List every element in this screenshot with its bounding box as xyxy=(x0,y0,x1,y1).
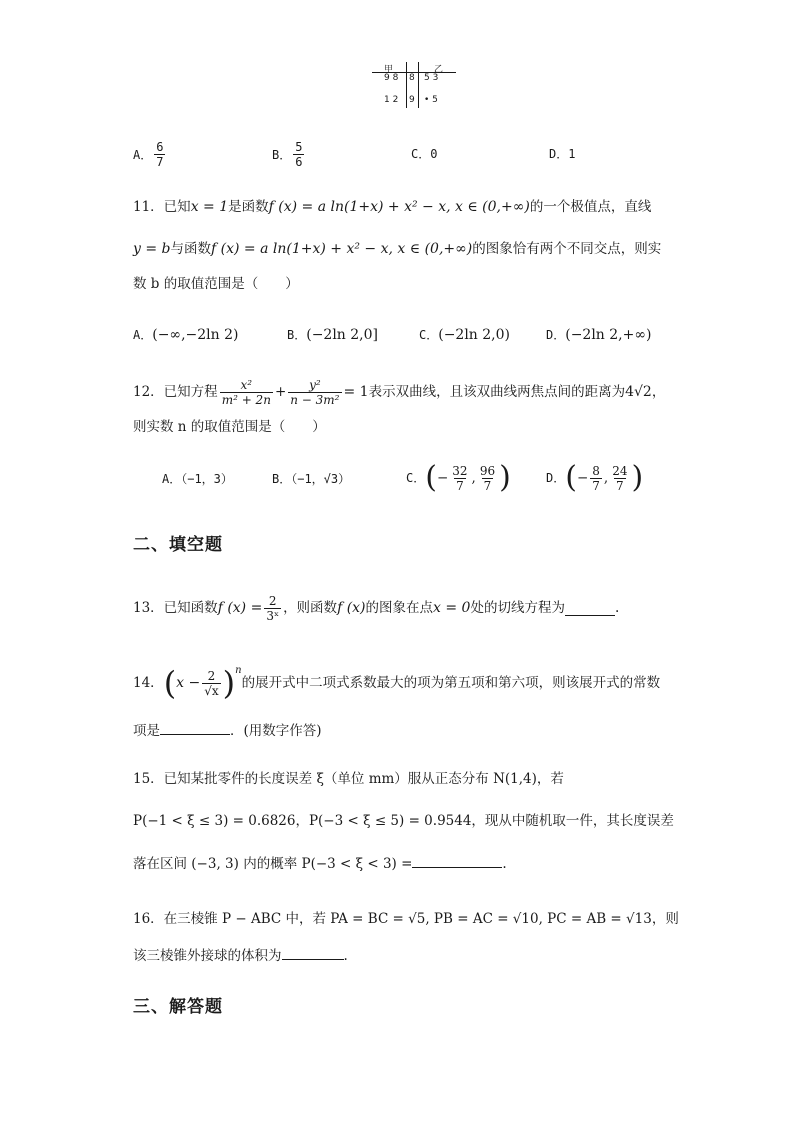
stem-leaf-row1-right: 5 3 xyxy=(424,73,439,83)
q11-math-x1: x = 1 xyxy=(190,199,229,215)
q13-text-then: ，则函数 xyxy=(283,600,338,616)
q15-line1: 15．已知某批零件的长度误差 ξ（单位 mm）服从正态分布 N(1,4)，若 xyxy=(133,771,564,787)
q10-option-a xyxy=(133,140,167,169)
q11-math-yb: y = b xyxy=(133,241,171,257)
q12-option-c-frac2 xyxy=(478,464,497,493)
q11-number: 11．已知 xyxy=(133,199,191,215)
q14-fraction xyxy=(202,669,220,698)
q12-option-d-label: D． xyxy=(546,471,566,485)
q13-line xyxy=(133,588,619,628)
q12-equals-one: = 1 xyxy=(343,384,369,400)
q11-option-c-label: C． xyxy=(419,328,439,342)
q12-line2: 则实数 n 的取值范围是（ ） xyxy=(133,419,326,435)
q14-text: 的展开式中二项式系数最大的项为第五项和第六项，则该展开式的常数 xyxy=(241,675,661,691)
q13-den: 3ˣ xyxy=(266,608,280,623)
q12-frac2-den: n − 3m² xyxy=(290,392,340,407)
q13-fx: f (x) = xyxy=(217,600,263,616)
q13-fx2: f (x) xyxy=(337,600,366,616)
q13-fraction xyxy=(264,594,281,623)
q10-option-a-num: 6 xyxy=(156,140,164,154)
stem-leaf-row1-left: 9 8 xyxy=(384,73,399,83)
q12-option-d-lparen: ( xyxy=(565,460,577,495)
q13-number: 13．已知函数 xyxy=(133,600,218,616)
q10-option-a-den: 7 xyxy=(156,155,164,169)
q12-option-c-frac1 xyxy=(450,464,469,493)
q14-line2-suffix: ．(用数字作答) xyxy=(230,723,322,739)
q11-option-a-label: A． xyxy=(133,328,153,342)
q12-option-d: D． ( − $\frac{8}{7}$ , $\frac{24}{7}$ ) xyxy=(546,460,644,495)
q12-option-d-frac2 xyxy=(610,464,629,493)
q12-text-hyperbola: 表示双曲线，且该双曲线两焦点间的距离为 xyxy=(368,384,626,400)
q11-option-b-label: B． xyxy=(287,328,307,342)
q11-option-d-label: D． xyxy=(546,328,566,342)
q10-option-b-label: B． xyxy=(272,147,292,162)
q16-line2-prefix: 该三棱锥外接球的体积为 xyxy=(133,948,282,964)
q12-fraction-y xyxy=(288,378,341,407)
q10-option-b-den: 6 xyxy=(295,155,303,169)
q11-line1 xyxy=(133,198,651,216)
q12-frac1-num: x² xyxy=(240,377,253,392)
q15-line3-end: . xyxy=(502,856,507,872)
q15-line2: P(−1 < ξ ≤ 3) = 0.6826，P(−3 < ξ ≤ 5) = 0.9544，现从中随机取一件，其长度误差 xyxy=(133,813,674,829)
q12-option-d-num1: 8 xyxy=(592,463,600,478)
section-fill-in-heading: 二、填空题 xyxy=(133,535,223,555)
q14-number: 14． xyxy=(133,675,164,691)
q14-answer-blank[interactable] xyxy=(160,720,230,735)
q13-text-tangent: 处的切线方程为 xyxy=(470,600,565,616)
q12-option-c-rparen: ) xyxy=(499,460,511,495)
q12-option-c-num1: 32 xyxy=(452,463,468,478)
q12-option-b: B．（−1，√3） xyxy=(272,472,351,486)
q12-fraction-x xyxy=(220,378,273,407)
q11-text-function: 是函数 xyxy=(228,199,269,215)
q13-text-graph: 的图象在点 xyxy=(365,600,434,616)
q15-line3 xyxy=(133,853,507,873)
q11-text-extreme: 的一个极值点，直线 xyxy=(529,199,652,215)
q12-frac2-num: y² xyxy=(309,377,321,392)
q10-option-b xyxy=(272,140,306,169)
q12-number: 12．已知方程 xyxy=(133,384,218,400)
q12-line1 xyxy=(133,370,665,414)
q12-frac1-den: m² + 2n xyxy=(221,392,271,407)
stem-leaf-row2-right: • 5 xyxy=(424,95,438,105)
q14-expr-x: x − xyxy=(176,675,201,691)
stem-leaf-row2-left: 1 2 xyxy=(384,95,399,105)
q12-option-d-num2: 24 xyxy=(612,463,628,478)
q12-option-d-rparen: ) xyxy=(631,460,644,495)
q14-power: n xyxy=(235,665,242,676)
q11-option-c-value: (−2ln 2,0) xyxy=(438,327,511,343)
q10-option-d: D．1 xyxy=(549,147,576,161)
q16-line2-end: . xyxy=(343,948,348,964)
q12-comma: ， xyxy=(651,384,666,400)
q11-option-a xyxy=(133,326,239,344)
q12-option-d-den2: 7 xyxy=(616,478,624,493)
q12-option-d-frac1 xyxy=(590,464,602,493)
q10-option-b-fraction xyxy=(293,140,304,169)
q12-plus: + xyxy=(274,384,287,400)
q12-option-c-num2: 96 xyxy=(479,463,496,478)
q11-option-b xyxy=(287,326,378,344)
q11-option-d-value: (−2ln 2,+∞) xyxy=(565,327,652,343)
q12-option-c-label: C． xyxy=(406,471,426,485)
q10-option-a-fraction xyxy=(154,140,165,169)
q15-line3-prefix: 落在区间 (−3, 3) 内的概率 P(−3 < ξ < 3) = xyxy=(133,856,413,872)
q14-den: √x xyxy=(204,683,219,698)
stem-leaf-diagram xyxy=(372,62,456,108)
q14-line2 xyxy=(133,720,322,740)
q12-option-c-den1: 7 xyxy=(456,478,464,493)
q11-option-b-value: (−2ln 2,0] xyxy=(306,327,379,343)
stem-leaf-row1-stem: 8 xyxy=(409,73,415,83)
q11-line2 xyxy=(133,240,661,258)
q12-option-c-den2: 7 xyxy=(483,478,492,493)
stem-leaf-header-left: 甲 xyxy=(384,65,394,75)
q12-option-c: C． ( − $\frac{32}{7}$ , $\frac{96}{7}$ ) xyxy=(406,460,511,495)
stem-leaf-vline-left xyxy=(406,62,407,108)
q11-option-c xyxy=(419,326,510,344)
q14-rparen: ) xyxy=(222,664,236,702)
stem-leaf-header-right: 乙 xyxy=(434,65,444,75)
q10-option-c: C．0 xyxy=(411,147,438,161)
q14-line1 xyxy=(133,660,660,706)
q11-option-d xyxy=(546,326,652,344)
q16-line2 xyxy=(133,945,348,965)
q11-function-expr: f (x) = a ln(1+x) + x² − x, x ∈ (0,+∞) xyxy=(268,199,530,215)
q16-answer-blank[interactable] xyxy=(282,945,344,960)
stem-leaf-vline-right xyxy=(418,62,419,108)
q11-text-with: 与函数 xyxy=(170,241,212,257)
q12-distance: 4√2 xyxy=(625,384,652,400)
q15-answer-blank[interactable] xyxy=(412,853,502,868)
q16-line1: 16．在三棱锥 P − ABC 中，若 PA = BC = √5, PB = AC = √10, PC = AB = √13，则 xyxy=(133,911,679,927)
q14-lparen: ( xyxy=(163,664,177,702)
q12-option-a: A．（−1，3） xyxy=(162,472,233,486)
stem-leaf-row2-stem: 9 xyxy=(409,95,415,105)
q14-line2-prefix: 项是 xyxy=(133,723,160,739)
q13-num: 2 xyxy=(268,593,277,608)
q14-num: 2 xyxy=(207,668,216,683)
q10-option-b-num: 5 xyxy=(295,140,303,154)
q13-answer-blank[interactable] xyxy=(565,601,615,616)
q10-option-a-label: A． xyxy=(133,147,153,162)
q12-option-d-den1: 7 xyxy=(592,478,600,493)
q11-option-a-value: (−∞,−2ln 2) xyxy=(152,327,239,343)
q11-function-expr-2: f (x) = a ln(1+x) + x² − x, x ∈ (0,+∞) xyxy=(211,241,473,257)
q11-text-intersect: 的图象恰有两个不同交点，则实 xyxy=(472,241,662,257)
q13-end: . xyxy=(614,600,620,616)
q13-x0: x = 0 xyxy=(433,600,471,616)
q11-line3: 数 b 的取值范围是（ ） xyxy=(133,276,299,292)
section-solution-heading: 三、解答题 xyxy=(133,997,223,1017)
q12-option-c-lparen: ( xyxy=(425,460,437,495)
